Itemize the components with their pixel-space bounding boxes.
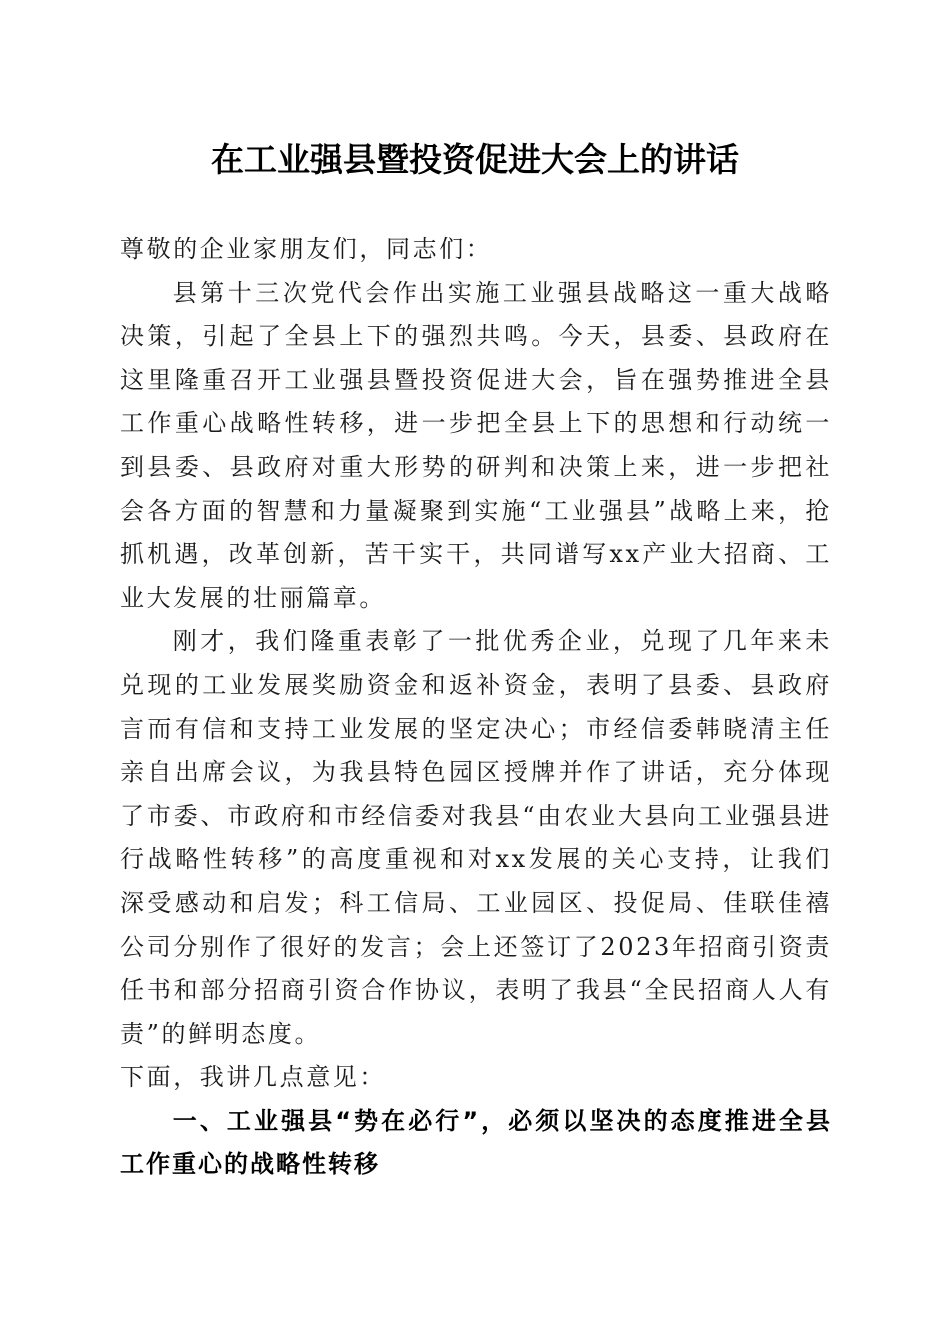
salutation: 尊敬的企业家朋友们，同志们： (120, 235, 493, 263)
document-title: 在工业强县暨投资促进大会上的讲话 (211, 140, 739, 179)
paragraph-2: 刚才，我们隆重表彰了一批优秀企业，兑现了几年来未兑现的工业发展奖励资金和返补资金，表明了县委、县政府言而有信和支持工业发展的坚定决心；市经信委韩晓清主任亲自出席会议，为我县特色园区授牌并作了讲话，充分体现了市委、市政府和市经信委对我县“由农业大县向工业强县进行战略性转移”的高度重视和对xx发展的关心支持，让我们深受感动和启发；科工信局、工业园区、投促局、佳联佳禧公司分别作了很好的发言；会上还签订了2023年招商引资责任书和部分招商引资合作协议，表明了我县“全民招商人人有责”的鲜明态度。 (120, 627, 832, 1048)
section-heading: 一、工业强县“势在必行”，必须以坚决的态度推进全县工作重心的战略性转移 (120, 1106, 832, 1179)
paragraph-1: 县第十三次党代会作出实施工业强县战略这一重大战略决策，引起了全县上下的强烈共鸣。今天，县委、县政府在这里隆重召开工业强县暨投资促进大会，旨在强势推进全县工作重心战略性转移，进一步把全县上下的思想和行动统一到县委、县政府对重大形势的研判和决策上来，进一步把社会各方面的智慧和力量凝聚到实施“工业强县”战略上来，抢抓机遇，改革创新，苦干实干，共同谱写xx产业大招商、工业大发展的壮丽篇章。 (120, 278, 832, 612)
transition-text: 下面，我讲几点意见： (120, 1063, 386, 1092)
document-body (120, 228, 832, 1187)
